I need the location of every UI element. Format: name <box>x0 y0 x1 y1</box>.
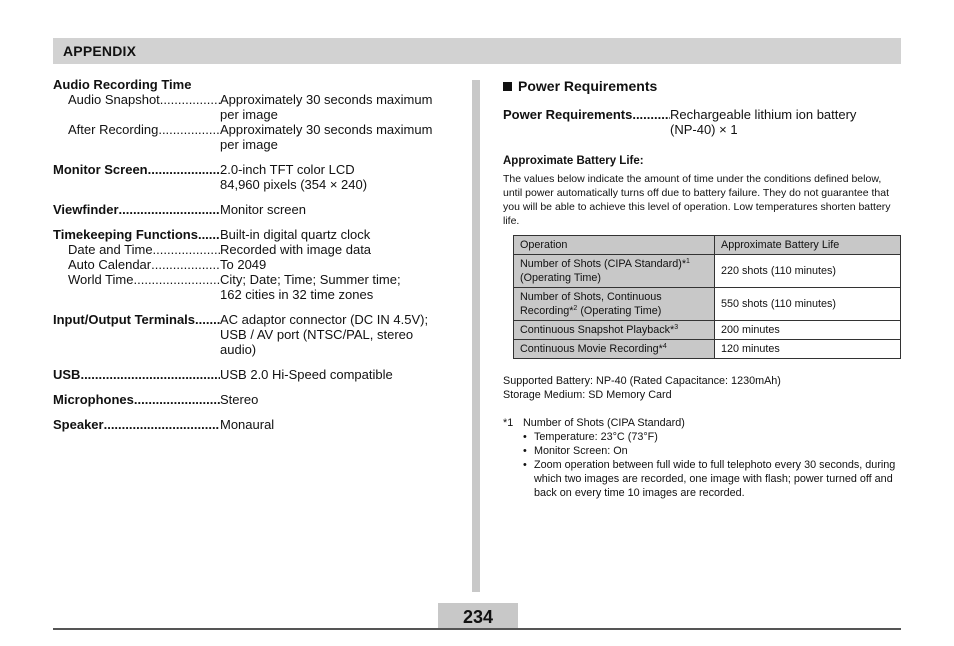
table-row <box>514 255 901 288</box>
spec-value: 84,960 pixels (354 × 240) <box>220 177 368 192</box>
table-cell: 120 minutes <box>715 340 901 359</box>
spec-value: Rechargeable lithium ion battery <box>670 107 857 122</box>
battery-life-intro: The values below indicate the amount of time under the conditions defined below, until power automatically turns off due to battery failure. They do not guarantee that you will be able to achieve this level of operation. Low temperatures shorten battery life. <box>503 173 891 227</box>
table-row <box>514 321 901 340</box>
table-cell: Continuous Movie Recording*$^4$ <box>514 340 715 359</box>
spec-value: USB / AV port (NTSC/PAL, stereo <box>220 327 414 342</box>
spec-value: Built-in digital quartz clock <box>220 227 371 242</box>
spec-value: USB 2.0 Hi-Speed compatible <box>220 367 393 382</box>
footnote-number: *1 <box>503 417 514 429</box>
spec-value: Approximately 30 seconds maximum <box>220 122 433 137</box>
table-row <box>514 288 901 321</box>
power-requirements-row <box>503 107 903 137</box>
spec-timekeeping <box>53 227 453 302</box>
spec-label: Audio Snapshot <box>68 92 160 107</box>
table-header: Approximate Battery Life <box>715 236 901 255</box>
footnote-heading <box>503 416 903 430</box>
battery-life-table <box>513 235 901 359</box>
column-divider <box>472 80 480 592</box>
section-title: APPENDIX <box>63 43 137 59</box>
list-item: • Temperature: 23°C (73°F) <box>523 430 903 444</box>
table-cell: 220 shots (110 minutes) <box>715 255 901 288</box>
page-number: 234 <box>438 603 518 630</box>
footnote-title: Number of Shots (CIPA Standard) <box>523 417 685 429</box>
spec-value: City; Date; Time; Summer time; <box>220 272 401 287</box>
spec-label: Auto Calendar <box>68 257 152 272</box>
spec-label: Input/Output Terminals <box>53 312 196 327</box>
spec-value: AC adaptor connector (DC IN 4.5V); <box>220 312 429 327</box>
supported-battery-note: Supported Battery: NP-40 (Rated Capacitance: 1230mAh) <box>503 375 781 387</box>
spec-label: World Time <box>68 272 134 287</box>
spec-speaker <box>53 417 453 432</box>
spec-label: Speaker <box>53 417 104 432</box>
section-header-bar <box>53 38 901 64</box>
storage-medium-note: Storage Medium: SD Memory Card <box>503 389 672 401</box>
spec-value: audio) <box>220 342 257 357</box>
spec-label: After Recording <box>68 122 159 137</box>
spec-value: (NP-40) × 1 <box>670 122 738 137</box>
footer-rule <box>53 628 901 630</box>
square-bullet-icon <box>503 82 512 91</box>
spec-microphones <box>53 392 453 407</box>
table-cell: 200 minutes <box>715 321 901 340</box>
spec-usb <box>53 367 453 382</box>
spec-value: Stereo <box>220 392 259 407</box>
footnote-bullets <box>503 430 903 500</box>
spec-value: Recorded with image data <box>220 242 372 257</box>
spec-value: To 2049 <box>220 257 267 272</box>
table-cell: Number of Shots, Continuous Recording*$^2$ (Operating Time) <box>514 288 715 321</box>
spec-value: 2.0-inch TFT color LCD <box>220 162 355 177</box>
spec-viewfinder <box>53 202 453 217</box>
spec-label: Timekeeping Functions <box>53 227 198 242</box>
table-header: Operation <box>514 236 715 255</box>
spec-label: Power Requirements <box>503 107 633 122</box>
spec-value: Monaural <box>220 417 275 432</box>
spec-io-terminals <box>53 312 453 357</box>
spec-value: 162 cities in 32 time zones <box>220 287 374 302</box>
spec-label: Date and Time <box>68 242 153 257</box>
notes <box>503 374 903 500</box>
spec-row <box>53 122 453 152</box>
spec-label: Monitor Screen <box>53 162 148 177</box>
list-item: • Zoom operation between full wide to full telephoto every 30 seconds, during which two images are recorded, one image with flash; power turned off and back on every time 10 images are recorded. <box>523 458 903 500</box>
spec-value: per image <box>220 107 278 122</box>
table-header-row <box>514 236 901 255</box>
spec-label: USB <box>53 367 81 382</box>
spec-value: Monitor screen <box>220 202 306 217</box>
table-cell: Number of Shots (CIPA Standard)*$^1$ (Operating Time) <box>514 255 715 288</box>
spec-audio-recording-time <box>53 77 453 152</box>
spec-value: per image <box>220 137 278 152</box>
table-row <box>514 340 901 359</box>
spec-label: Microphones <box>53 392 134 407</box>
table-cell: 550 shots (110 minutes) <box>715 288 901 321</box>
power-section <box>503 77 903 499</box>
list-item: • Monitor Screen: On <box>523 444 903 458</box>
spec-monitor-screen <box>53 162 453 192</box>
spec-value: Approximately 30 seconds maximum <box>220 92 433 107</box>
spec-list <box>53 77 453 442</box>
battery-life-title: Approximate Battery Life: <box>503 155 644 167</box>
power-section-title: Power Requirements <box>503 78 903 94</box>
spec-label: Viewfinder <box>53 202 119 217</box>
spec-row <box>53 92 453 122</box>
table-cell: Continuous Snapshot Playback*$^3$ <box>514 321 715 340</box>
spec-heading: Audio Recording Time <box>53 77 192 92</box>
